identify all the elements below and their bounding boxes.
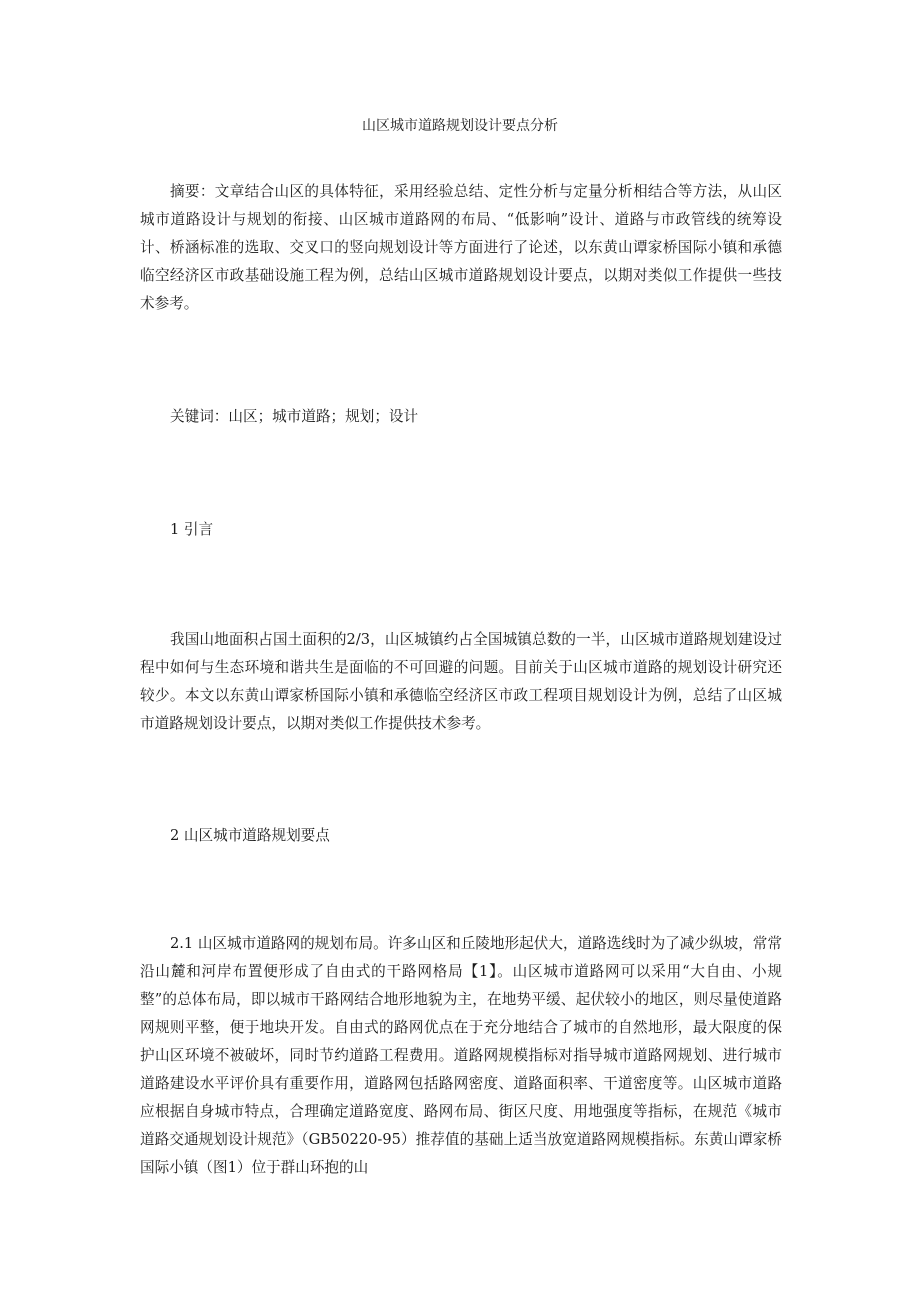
document-title: 山区城市道路规划设计要点分析	[362, 118, 558, 134]
section-2-1-paragraph: 2.1 山区城市道路网的规划布局。许多山区和丘陵地形起伏大，道路选线时为了减少纵坡，常常沿山麓和河岸布置便形成了自由式的干路网格局【1】。山区城市道路网可以采用“大自由、小规整”的总体布局，即以城市干路网结合地形地貌为主，在地势平缓、起伏较小的地区，则尽量使道路网规则平整，便于地块开发。自由式的路网优点在于充分地结合了城市的自然地形，最大限度的保护山区环境不被破坏，同时节约道路工程费用。道路网规模指标对指导城市道路网规划、进行城市道路建设水平评价具有重要作用，道路网包括路网密度、道路面积率、干道密度等。山区城市道路应根据自身城市特点，合理确定道路宽度、路网布局、街区尺度、用地强度等指标，在规范《城市道路交通规划设计规范》（GB50220-95）推荐值的基础上适当放宽道路网规模指标。东黄山谭家桥国际小镇（图1）位于群山环抱的山	[140, 935, 782, 1176]
keywords-line: 关键词：山区；城市道路；规划；设计	[170, 408, 419, 425]
abstract-paragraph: 摘要：文章结合山区的具体特征，采用经验总结、定性分析与定量分析相结合等方法，从山区城市道路设计与规划的衔接、山区城市道路网的布局、“低影响”设计、道路与市政管线的统筹设计、桥涵标准的选取、交叉口的竖向规划设计等方面进行了论述，以东黄山谭家桥国际小镇和承德临空经济区市政基础设施工程为例，总结山区城市道路规划设计要点，以期对类似工作提供一些技术参考。	[140, 183, 782, 312]
section-1-paragraph: 我国山地面积占国土面积的2/3，山区城镇约占全国城镇总数的一半，山区城市道路规划建设过程中如何与生态环境和谐共生是面临的不可回避的问题。目前关于山区城市道路的规划设计研究还较少。本文以东黄山谭家桥国际小镇和承德临空经济区市政工程项目规划设计为例，总结了山区城市道路规划设计要点，以期对类似工作提供技术参考。	[140, 631, 782, 732]
section-1-heading: 1 引言	[170, 521, 214, 538]
section-2-heading: 2 山区城市道路规划要点	[170, 827, 330, 844]
